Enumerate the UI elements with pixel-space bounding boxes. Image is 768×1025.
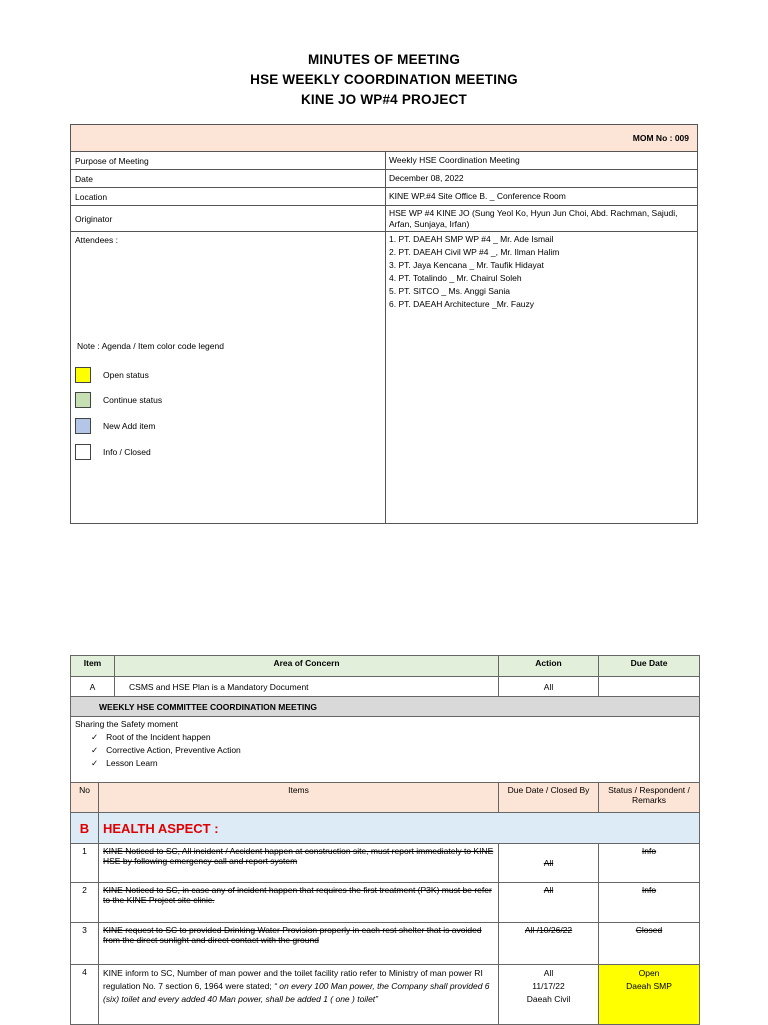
- row-4-quote: “ on every 100 Man power, the Company shall provided 6 (six) toilet and every added 40 Man power, shall be added 1 ( one ) toilet”: [103, 981, 490, 1004]
- row-4-due-2: 11/17/22: [532, 981, 565, 991]
- row-4-due-cell: [499, 965, 599, 1025]
- safety-point-3: Lesson Learn: [106, 758, 158, 768]
- sub-header-no: No: [71, 783, 99, 813]
- table-row: [71, 965, 700, 1025]
- sub-header-due: Due Date / Closed By: [499, 783, 599, 813]
- row-a-area: CSMS and HSE Plan is a Mandatory Document: [115, 677, 499, 697]
- table-row: [71, 844, 700, 883]
- attendees-list: [385, 232, 697, 532]
- row-4-status-cell: [599, 965, 700, 1025]
- row-4-status-2: Daeah SMP: [626, 981, 672, 991]
- sub-header-status: Status / Respondent / Remarks: [599, 783, 700, 813]
- agenda-row-a: [71, 677, 700, 697]
- originator-row: [71, 206, 697, 232]
- health-title-cell: [99, 813, 700, 844]
- attendees-cell: [71, 232, 385, 532]
- purpose-label: Purpose of Meeting: [75, 155, 149, 166]
- row-1-no: 1: [71, 844, 99, 883]
- legend-new-swatch: [75, 418, 91, 434]
- row-4-text: KINE inform to SC, Number of man power and the toilet facility ratio refer to Ministry of man power RI regulation No. 7 section 6, 1964 were stated;: [103, 968, 483, 991]
- mom-number: MOM No : 009: [632, 133, 689, 143]
- legend-new: [75, 418, 155, 434]
- row-3-status: Closed: [599, 923, 700, 965]
- safety-moment-list: [75, 731, 695, 770]
- row-4-text-cell: [99, 965, 499, 1025]
- row-1-due: All: [499, 844, 599, 883]
- row-4-due-3: Daeah Civil: [526, 994, 571, 1004]
- table-row: [71, 883, 700, 923]
- health-aspect-row: [71, 813, 700, 844]
- safety-moment-intro: Sharing the Safety moment: [75, 719, 179, 729]
- safety-point-2: Corrective Action, Preventive Action: [106, 745, 241, 755]
- sub-header-items: Items: [99, 783, 499, 813]
- info-body: [71, 152, 697, 524]
- safety-point-1: Root of the Incident happen: [106, 732, 211, 742]
- header-due: Due Date: [599, 656, 700, 677]
- row-4-status-1: Open: [638, 968, 660, 978]
- agenda-header-row: [71, 656, 700, 677]
- row-2-text: KINE Noticed to SC, in case any of incident happen that requires the first treatment (P3K) must be refer to the KINE Project site clinic.: [99, 883, 499, 923]
- row-4-due-1: All: [543, 968, 554, 978]
- header-action: Action: [499, 656, 599, 677]
- row-2-status: Info: [599, 883, 700, 923]
- date-label: Date: [75, 173, 93, 184]
- legend-continue-swatch: [75, 392, 91, 408]
- row-1-text: KINE Noticed to SC, All incident / Accident happen at construction site, must report immediately to KINE HSE by following emergency call and report system: [99, 844, 499, 883]
- legend-info-label: Info / Closed: [103, 447, 151, 457]
- attendees-label: Attendees :: [75, 235, 119, 245]
- row-3-due: All /10/26/22: [499, 923, 599, 965]
- list-item: [91, 731, 695, 744]
- originator-label: Originator: [75, 213, 113, 224]
- row-3-no: 3: [71, 923, 99, 965]
- legend-new-label: New Add item: [103, 421, 156, 431]
- legend-open-label: Open status: [103, 370, 149, 380]
- safety-moment-row: [71, 717, 700, 783]
- list-item: [91, 757, 695, 770]
- section-title-row: [71, 697, 700, 717]
- originator-value: HSE WP #4 KINE JO (Sung Yeol Ko, Hyun Jun Choi, Abd. Rachman, Sajudi, Arfan, Sunjaya, Irfan): [389, 208, 678, 229]
- health-letter-cell: [71, 813, 99, 844]
- attendee-item: 2. PT. DAEAH Civil WP #4 _, Mr. Ilman Halim: [389, 247, 560, 257]
- row-3-text: KINE request to SC to provided Drinking Water Provision properly in each rest shelter that is avoided from the direct sunlight and direct contact with the ground: [99, 923, 499, 965]
- row-a-due: [599, 677, 700, 697]
- legend-note: Note : Agenda / Item color code legend: [77, 341, 224, 351]
- purpose-value: Weekly HSE Coordination Meeting: [389, 155, 520, 165]
- legend-continue: [75, 392, 162, 408]
- attendee-item: 4. PT. Totalindo _ Mr. Chairul Soleh: [389, 273, 522, 283]
- legend-open-swatch: [75, 367, 91, 383]
- mom-number-row: [71, 125, 697, 152]
- row-a-item: A: [71, 677, 115, 697]
- header-item: Item: [71, 656, 115, 677]
- meeting-info-table: [70, 124, 698, 524]
- legend-open: [75, 367, 149, 383]
- purpose-row: [71, 152, 697, 170]
- row-1-status: Info: [599, 844, 700, 883]
- header-area: Area of Concern: [115, 656, 499, 677]
- legend-info-swatch: [75, 444, 91, 460]
- agenda-table: [70, 655, 700, 1025]
- health-title: HEALTH ASPECT :: [103, 820, 219, 836]
- column-divider: [385, 152, 386, 524]
- safety-moment-cell: [71, 717, 700, 783]
- table-row: [71, 923, 700, 965]
- date-row: [71, 170, 697, 188]
- attendees-row: [71, 232, 697, 532]
- row-a-action: All: [499, 677, 599, 697]
- location-value: KINE WP.#4 Site Office B. _ Conference Room: [389, 191, 566, 201]
- attendee-item: 1. PT. DAEAH SMP WP #4 _ Mr. Ade Ismail: [389, 234, 554, 244]
- health-letter: B: [79, 820, 90, 836]
- attendee-item: 5. PT. SITCO _ Ms. Anggi Sania: [389, 286, 510, 296]
- title-line-1: MINUTES OF MEETING: [307, 52, 461, 67]
- items-sub-header-row: [71, 783, 700, 813]
- attendee-item: 6. PT. DAEAH Architecture _Mr. Fauzy: [389, 299, 535, 309]
- legend-continue-label: Continue status: [103, 395, 163, 405]
- date-value: December 08, 2022: [389, 173, 464, 183]
- location-label: Location: [75, 191, 108, 202]
- legend-info: [75, 444, 151, 460]
- document-title: [0, 50, 768, 110]
- row-2-due: All: [499, 883, 599, 923]
- location-row: [71, 188, 697, 206]
- title-line-2: HSE WEEKLY COORDINATION MEETING: [250, 72, 518, 87]
- attendee-item: 3. PT. Jaya Kencana _ Mr. Taufik Hidayat: [389, 260, 544, 270]
- section-title: WEEKLY HSE COMMITTEE COORDINATION MEETING: [71, 697, 700, 717]
- row-4-no: 4: [71, 965, 99, 1025]
- title-line-3: KINE JO WP#4 PROJECT: [300, 92, 468, 107]
- list-item: [91, 744, 695, 757]
- row-2-no: 2: [71, 883, 99, 923]
